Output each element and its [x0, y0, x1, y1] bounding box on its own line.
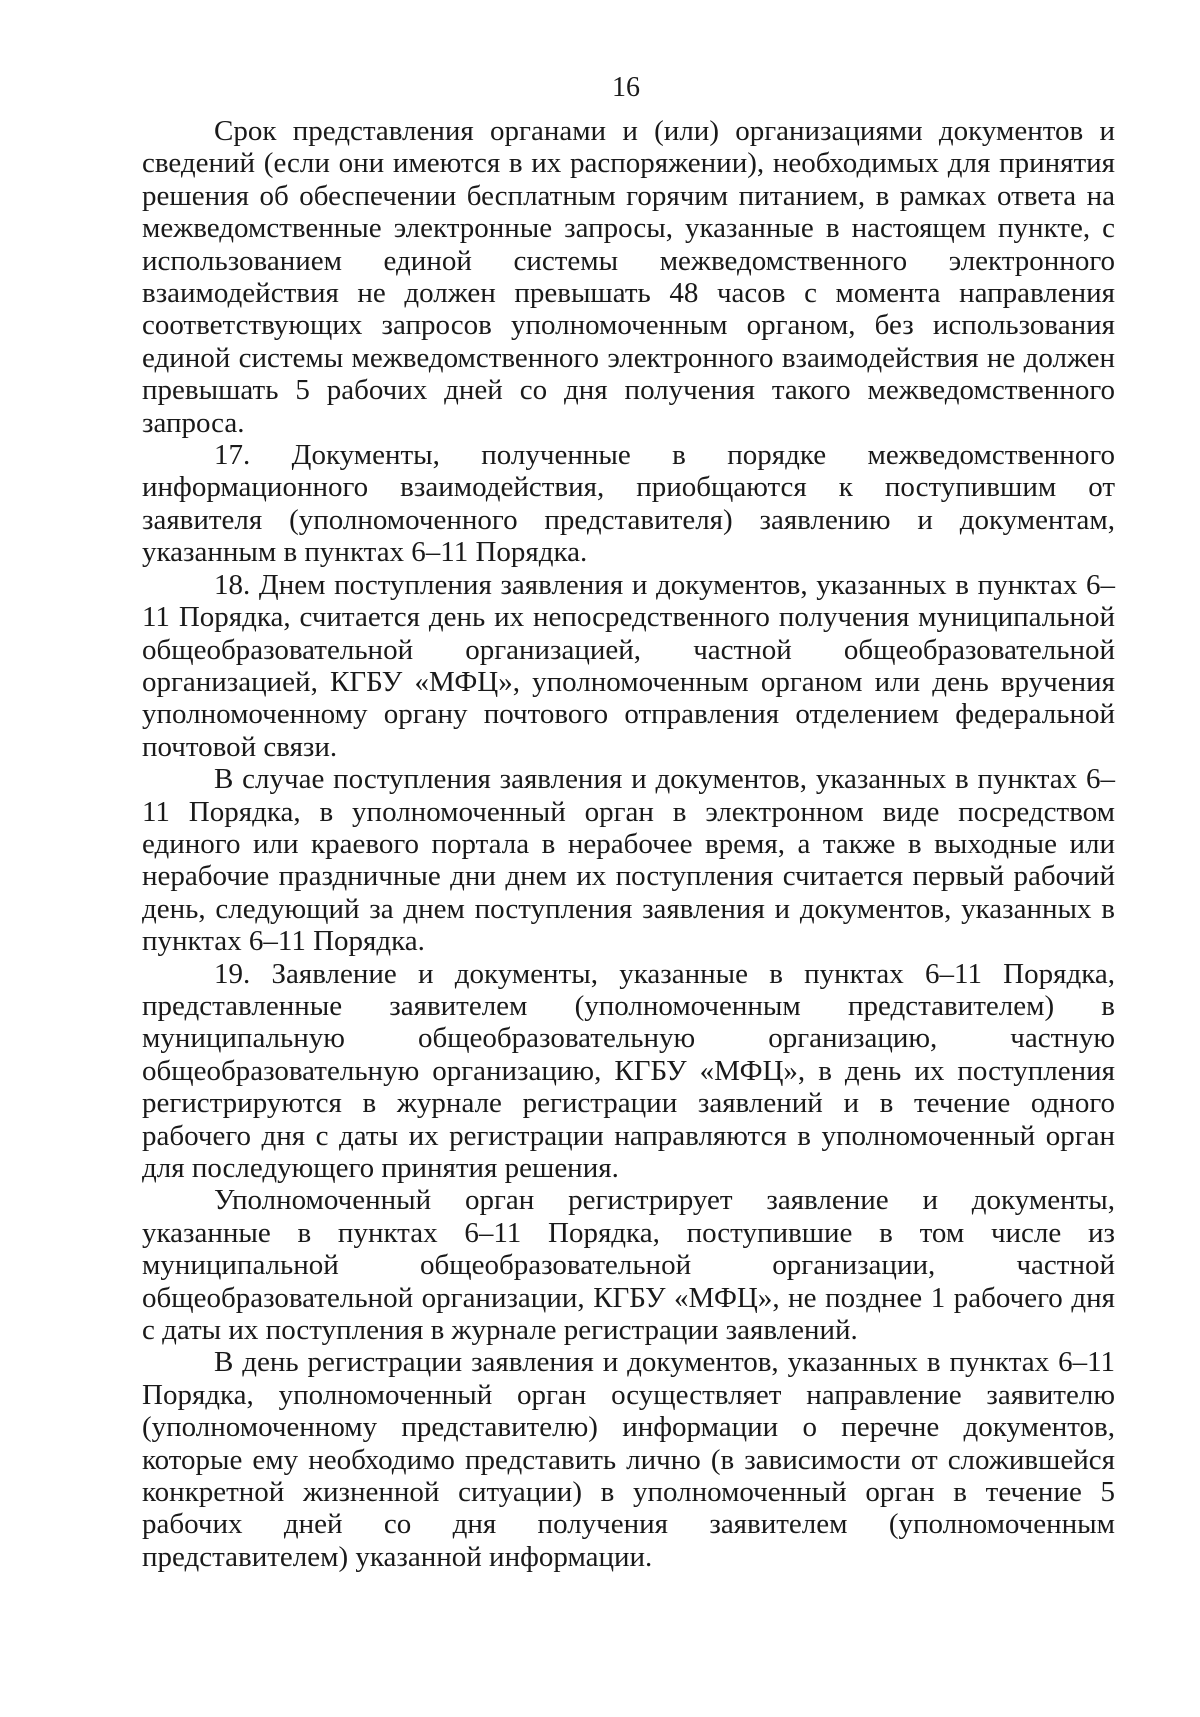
paragraph-19-registration: 19. Заявление и документы, указанные в пунктах 6–11 Порядка, представленные заявителем (уполномоченным представителем) в муниципальную общеобразовательную организацию, частную общеобразовательную организацию, КГБУ «МФЦ», в день их поступления регистрируются в журнале регистрации заявлений и в течение одного рабочего дня с даты их регистрации направляются в уполномоченный орган для последующего принятия решения. — [142, 957, 1115, 1184]
paragraph-17-attached-documents: 17. Документы, полученные в порядке межведомственного информационного взаимодействия, приобщаются к поступившим от заявителя (уполномоченного представителя) заявлению и документам, указанным в пунктах 6–11 Порядка. — [142, 439, 1115, 569]
document-body — [142, 115, 1115, 1573]
paragraph-deadline-interagency-requests: Срок представления органами и (или) организациями документов и сведений (если они имеются в их распоряжении), необходимых для принятия решения об обеспечении бесплатным горячим питанием, в рамках ответа на межведомственные электронные запросы, указанные в настоящем пункте, с использованием единой системы межведомственного электронного взаимодействия не должен превышать 48 часов с момента направления соответствующих запросов уполномоченным органом, без использования единой системы межведомственного электронного взаимодействия не должен превышать 5 рабочих дней со дня получения такого межведомственного запроса. — [142, 115, 1115, 439]
paragraph-authority-registration: Уполномоченный орган регистрирует заявление и документы, указанные в пунктах 6–11 Порядка, поступившие в том числе из муниципальной общеобразовательной организации, частной общеобразовательной организации, КГБУ «МФЦ», не позднее 1 рабочего дня с даты их поступления в журнале регистрации заявлений. — [142, 1184, 1115, 1347]
paragraph-notification-to-applicant: В день регистрации заявления и документов, указанных в пунктах 6–11 Порядка, уполномоченный орган осуществляет направление заявителю (уполномоченному представителю) информации о перечне документов, которые ему необходимо представить лично (в зависимости от сложившейся конкретной жизненной ситуации) в уполномоченный орган в течение 5 рабочих дней со дня получения заявителем (уполномоченным представителем) указанной информации. — [142, 1346, 1115, 1573]
paragraph-electronic-submission: В случае поступления заявления и документов, указанных в пунктах 6–11 Порядка, в уполномоченный орган в электронном виде посредством единого или краевого портала в нерабочее время, а также в выходные или нерабочие праздничные дни днем их поступления считается первый рабочий день, следующий за днем поступления заявления и документов, указанных в пунктах 6–11 Порядка. — [142, 763, 1115, 958]
paragraph-18-receipt-date: 18. Днем поступления заявления и документов, указанных в пунктах 6–11 Порядка, считается день их непосредственного получения муниципальной общеобразовательной организацией, частной общеобразовательной организацией, КГБУ «МФЦ», уполномоченным органом или день вручения уполномоченному органу почтового отправления отделением федеральной почтовой связи. — [142, 568, 1115, 763]
page-number: 16 — [612, 72, 640, 103]
